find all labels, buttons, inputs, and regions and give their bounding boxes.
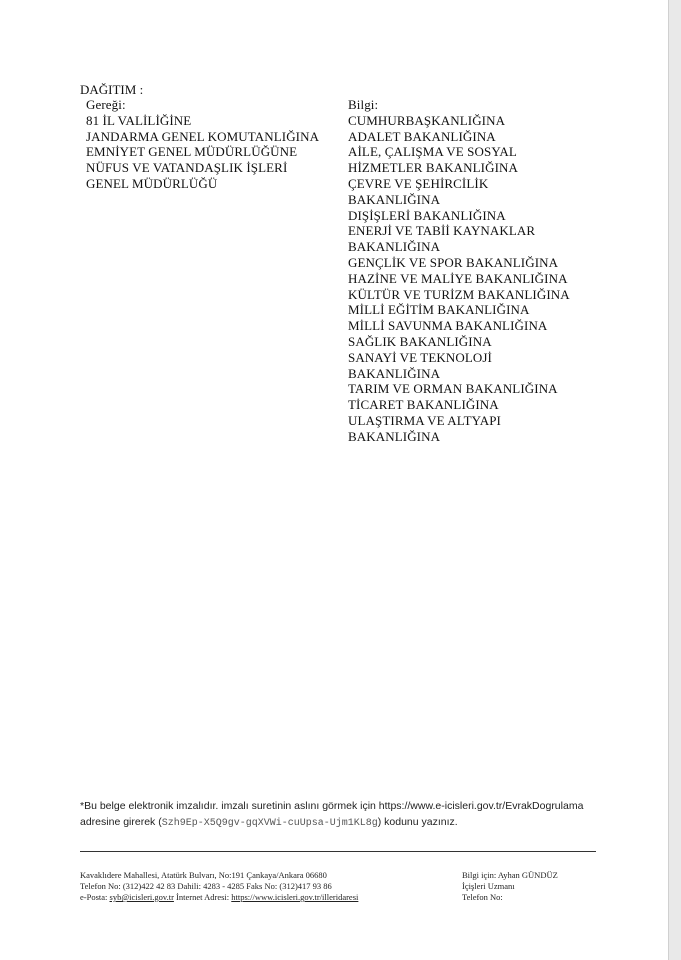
gereği-item: 81 İL VALİLİĞİNE (86, 112, 192, 128)
bilgi-item: MİLLİ EĞİTİM BAKANLIĞINA (348, 302, 530, 318)
bilgi-item: SAĞLIK BAKANLIĞINA (348, 333, 492, 349)
bilgi-item: HAZİNE VE MALİYE BAKANLIĞINA (348, 270, 568, 286)
distribution-title: DAĞITIM : (80, 82, 144, 97)
info-contact: Bilgi için: Ayhan GÜNDÜZ (462, 870, 558, 880)
footer-contact-block (80, 870, 358, 903)
bilgi-item: AİLE, ÇALIŞMA VE SOSYAL (348, 144, 517, 160)
bilgi-item: GENÇLİK VE SPOR BAKANLIĞINA (348, 254, 559, 270)
bilgi-label: Bilgi: (348, 97, 379, 112)
info-title: İçişleri Uzmanı (462, 881, 515, 891)
bilgi-item: BAKANLIĞINA (348, 191, 441, 207)
footer-info-block (462, 870, 558, 903)
gereği-column (86, 97, 319, 192)
notice-line-2 (80, 814, 610, 832)
notice-line-1: *Bu belge elektronik imzalıdır. imzalı suretinin aslını görmek için https://www.e-icisleri.gov.tr/EvrakDogrulama (80, 800, 584, 812)
bilgi-column (348, 97, 570, 445)
bilgi-item: BAKANLIĞINA (348, 428, 441, 444)
gereği-item: JANDARMA GENEL KOMUTANLIĞINA (86, 128, 320, 144)
bilgi-item: BAKANLIĞINA (348, 239, 441, 255)
bilgi-item: TARIM VE ORMAN BAKANLIĞINA (348, 381, 558, 397)
gereği-item: NÜFUS VE VATANDAŞLIK İŞLERİ (86, 160, 288, 176)
gereği-item: GENEL MÜDÜRLÜĞÜ (86, 175, 218, 191)
email-label: e-Posta: (80, 892, 110, 902)
footer-email-web (80, 892, 358, 903)
bilgi-item: ENERJİ VE TABİİ KAYNAKLAR (348, 223, 536, 239)
bilgi-item: DIŞİŞLERİ BAKANLIĞINA (348, 207, 506, 223)
bilgi-item: HİZMETLER BAKANLIĞINA (348, 160, 518, 176)
gereği-item: EMNİYET GENEL MÜDÜRLÜĞÜNE (86, 144, 298, 160)
email-link[interactable]: syb@icisleri.gov.tr (109, 892, 174, 902)
bilgi-item: ADALET BAKANLIĞINA (348, 128, 496, 144)
web-link[interactable]: https://www.icisleri.gov.tr/illeridaresi (231, 892, 359, 902)
bilgi-item: ÇEVRE VE ŞEHİRCİLİK (348, 175, 489, 191)
verification-code: Szh9Ep-X5Q9gv-gqXVWi-cuUpsa-Ujm1KL8g (161, 818, 378, 829)
e-signature-notice (80, 798, 610, 832)
notice-prefix: adresine girerek ( (80, 816, 162, 828)
footer-address: Kavaklıdere Mahallesi, Atatürk Bulvarı, No:191 Çankaya/Ankara 06680 (80, 870, 327, 880)
notice-suffix: ) kodunu yazınız. (377, 816, 458, 828)
footer-phone: Telefon No: (312)422 42 83 Dahili: 4283 - 4285 Faks No: (312)417 93 86 (80, 881, 332, 891)
bilgi-item: TİCARET BAKANLIĞINA (348, 397, 499, 413)
bilgi-item: ULAŞTIRMA VE ALTYAPI (348, 412, 501, 428)
bilgi-item: MİLLİ SAVUNMA BAKANLIĞINA (348, 318, 548, 334)
bilgi-item: SANAYİ VE TEKNOLOJİ (348, 349, 492, 365)
web-label: İnternet Adresi: (173, 892, 232, 902)
info-phone: Telefon No: (462, 892, 503, 902)
gereği-label: Gereği: (86, 97, 126, 112)
bilgi-item: BAKANLIĞINA (348, 365, 441, 381)
bilgi-item: KÜLTÜR VE TURİZM BAKANLIĞINA (348, 286, 570, 302)
bilgi-item: CUMHURBAŞKANLIĞINA (348, 112, 506, 128)
footer-divider (80, 851, 596, 852)
